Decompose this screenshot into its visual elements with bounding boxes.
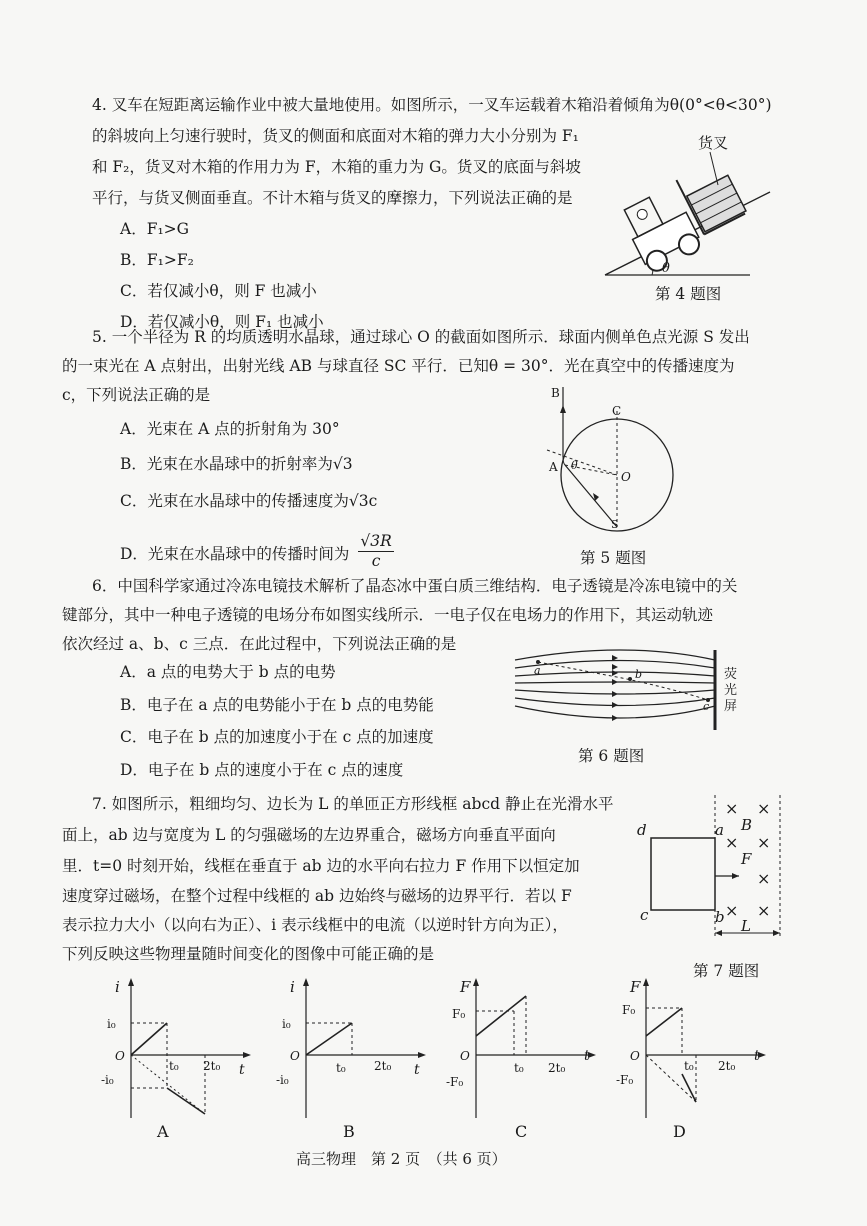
xlabel: t bbox=[239, 1062, 245, 1078]
q7-line-6: 下列反映这些物理量随时间变化的图像中可能正确的是 bbox=[62, 945, 435, 963]
theta-label: θ bbox=[662, 261, 670, 276]
yneg: -i₀ bbox=[101, 1073, 114, 1087]
q4-line-3: 和 F₂，货叉对木箱的作用力为 F，木箱的重力为 G。货叉的底面与斜坡 bbox=[92, 158, 581, 176]
xlabel: t bbox=[584, 1048, 590, 1064]
label-o: O bbox=[621, 470, 631, 484]
svg-text:×: × bbox=[757, 901, 771, 920]
graph-b-letter: B bbox=[343, 1122, 355, 1141]
q6-line-2: 键部分，其中一种电子透镜的电场分布如图实线所示．一电子仅在电场力的作用下，其运动轨迹 bbox=[62, 606, 714, 624]
coil-magnetic-field-figure bbox=[635, 790, 785, 950]
svg-text:×: × bbox=[757, 869, 771, 888]
electron-lens-figure bbox=[510, 648, 750, 733]
fork-label: 货叉 bbox=[698, 134, 729, 152]
q7-caption: 第 7 题图 bbox=[693, 962, 760, 980]
q6-caption: 第 6 题图 bbox=[578, 747, 645, 765]
q5-option-d-text: D．光束在水晶球中的传播时间为 bbox=[120, 545, 350, 564]
xlabel: t bbox=[754, 1048, 760, 1064]
q7-line-5: 表示拉力大小（以向右为正）、i 表示线框中的电流（以逆时针方向为正）， bbox=[62, 916, 568, 934]
label-c: c bbox=[703, 700, 710, 713]
graph-c-letter: C bbox=[515, 1122, 528, 1141]
label-c: C bbox=[612, 404, 622, 418]
ylabel: F bbox=[460, 978, 471, 996]
x2: 2t₀ bbox=[548, 1061, 566, 1075]
x2: 2t₀ bbox=[203, 1059, 221, 1073]
q6-line-1: 6．中国科学家通过冷冻电镜技术解析了晶态冰中蛋白质三维结构．电子透镜是冷冻电镜中的关 bbox=[92, 577, 738, 595]
label-a: A bbox=[549, 460, 558, 474]
origin: O bbox=[290, 1049, 300, 1063]
ypos: F₀ bbox=[622, 1003, 636, 1017]
x1: t₀ bbox=[169, 1059, 179, 1073]
q5-option-c[interactable]: C．光束在水晶球中的传播速度为√3c bbox=[120, 492, 378, 510]
q4-option-d[interactable]: D．若仅减小θ，则 F₁ 也减小 bbox=[120, 313, 324, 331]
label-s: S bbox=[611, 518, 619, 531]
ylabel: i bbox=[115, 978, 120, 996]
q4-line-2: 的斜坡向上匀速行驶时，货叉的侧面和底面对木箱的弹力大小分别为 F₁ bbox=[92, 127, 579, 145]
q4-line-4: 平行，与货叉侧面垂直。不计木箱与货叉的摩擦力，下列说法正确的是 bbox=[92, 189, 573, 207]
svg-text:×: × bbox=[725, 799, 739, 818]
yneg: -i₀ bbox=[276, 1073, 289, 1087]
q7-graph-a bbox=[95, 978, 265, 1118]
label-c: c bbox=[640, 906, 649, 924]
ylabel: i bbox=[290, 978, 295, 996]
ypos: i₀ bbox=[282, 1017, 291, 1031]
label-a: a bbox=[534, 664, 541, 677]
q7-graph-b bbox=[270, 978, 440, 1118]
crystal-ball-figure bbox=[545, 385, 675, 530]
q7-line-3: 里．t=0 时刻开始，线框在垂直于 ab 边的水平向右拉力 F 作用下以恒定加 bbox=[62, 857, 580, 875]
q5-line-3: c，下列说法正确的是 bbox=[62, 386, 211, 404]
q7-graph-c bbox=[440, 978, 610, 1118]
ypos: F₀ bbox=[452, 1007, 466, 1021]
forklift-figure bbox=[600, 130, 780, 280]
label-b: B bbox=[551, 386, 560, 400]
q4-option-c[interactable]: C．若仅减小θ，则 F 也减小 bbox=[120, 282, 317, 300]
yneg: -F₀ bbox=[616, 1073, 634, 1087]
q7-line-1: 7. 如图所示，粗细均匀、边长为 L 的单匝正方形线框 abcd 静止在光滑水平 bbox=[92, 795, 614, 813]
q5-line-1: 5. 一个半径为 R 的均质透明水晶球，通过球心 O 的截面如图所示．球面内侧单色点光源 S 发出 bbox=[92, 328, 750, 346]
q5-option-b[interactable]: B．光束在水晶球中的折射率为√3 bbox=[120, 455, 353, 473]
label-theta: θ bbox=[571, 459, 578, 472]
q6-line-3: 依次经过 a、b、c 三点．在此过程中，下列说法正确的是 bbox=[62, 635, 457, 653]
q6-option-d[interactable]: D．电子在 b 点的速度小于在 c 点的速度 bbox=[120, 761, 404, 779]
label-width-l: L bbox=[741, 917, 751, 935]
label-force-f: F bbox=[741, 850, 752, 868]
label-d: d bbox=[637, 821, 647, 839]
svg-text:×: × bbox=[757, 833, 771, 852]
ypos: i₀ bbox=[107, 1017, 116, 1031]
q6-option-c[interactable]: C．电子在 b 点的加速度小于在 c 点的加速度 bbox=[120, 728, 434, 746]
q7-line-2: 面上，ab 边与宽度为 L 的匀强磁场的左边界重合，磁场方向垂直平面向 bbox=[62, 826, 556, 844]
svg-text:×: × bbox=[725, 901, 739, 920]
q5-optd-denominator: c bbox=[371, 551, 381, 570]
label-b: b bbox=[715, 908, 725, 926]
graph-d-letter: D bbox=[673, 1122, 686, 1141]
x2: 2t₀ bbox=[374, 1059, 392, 1073]
q5-option-d[interactable] bbox=[120, 532, 394, 574]
origin: O bbox=[115, 1049, 125, 1063]
svg-text:×: × bbox=[725, 833, 739, 852]
screen-label-1: 荧 bbox=[724, 667, 738, 682]
origin: O bbox=[630, 1049, 640, 1063]
q4-line-1: 4. 叉车在短距离运输作业中被大量地使用。如图所示，一叉车运载着木箱沿着倾角为θ(0°<θ<30°) bbox=[92, 96, 772, 114]
q4-caption: 第 4 题图 bbox=[655, 285, 722, 303]
graph-a-letter: A bbox=[157, 1122, 169, 1141]
q7-line-4: 速度穿过磁场，在整个过程中线框的 ab 边始终与磁场的边界平行．若以 F bbox=[62, 887, 572, 905]
q4-option-a[interactable]: A．F₁>G bbox=[120, 220, 190, 238]
q4-option-b[interactable]: B．F₁>F₂ bbox=[120, 251, 194, 269]
page-footer: 高三物理 第 2 页 （共 6 页） bbox=[296, 1150, 507, 1168]
screen-label-3: 屏 bbox=[724, 699, 738, 714]
x2: 2t₀ bbox=[718, 1059, 736, 1073]
label-a: a bbox=[715, 821, 724, 839]
ylabel: F bbox=[630, 978, 641, 996]
yneg: -F₀ bbox=[446, 1075, 464, 1089]
q6-option-a[interactable]: A．a 点的电势大于 b 点的电势 bbox=[120, 663, 336, 681]
q5-optd-numerator: √3R bbox=[360, 532, 392, 550]
q5-line-2: 的一束光在 A 点射出，出射光线 AB 与球直径 SC 平行．已知θ = 30°．光在真空中的传播速度为 bbox=[62, 357, 735, 375]
origin: O bbox=[460, 1049, 470, 1063]
q5-caption: 第 5 题图 bbox=[580, 549, 647, 567]
q6-option-b[interactable]: B．电子在 a 点的电势能小于在 b 点的电势能 bbox=[120, 696, 434, 714]
xlabel: t bbox=[414, 1062, 420, 1078]
x1: t₀ bbox=[514, 1061, 524, 1075]
svg-text:×: × bbox=[757, 799, 771, 818]
screen-label-2: 光 bbox=[724, 683, 738, 698]
q7-graph-d bbox=[610, 978, 780, 1118]
q5-option-a[interactable]: A．光束在 A 点的折射角为 30° bbox=[120, 420, 340, 438]
x1: t₀ bbox=[684, 1059, 694, 1073]
label-field-b: B bbox=[741, 816, 753, 834]
label-b: b bbox=[635, 668, 643, 681]
x1: t₀ bbox=[336, 1061, 346, 1075]
